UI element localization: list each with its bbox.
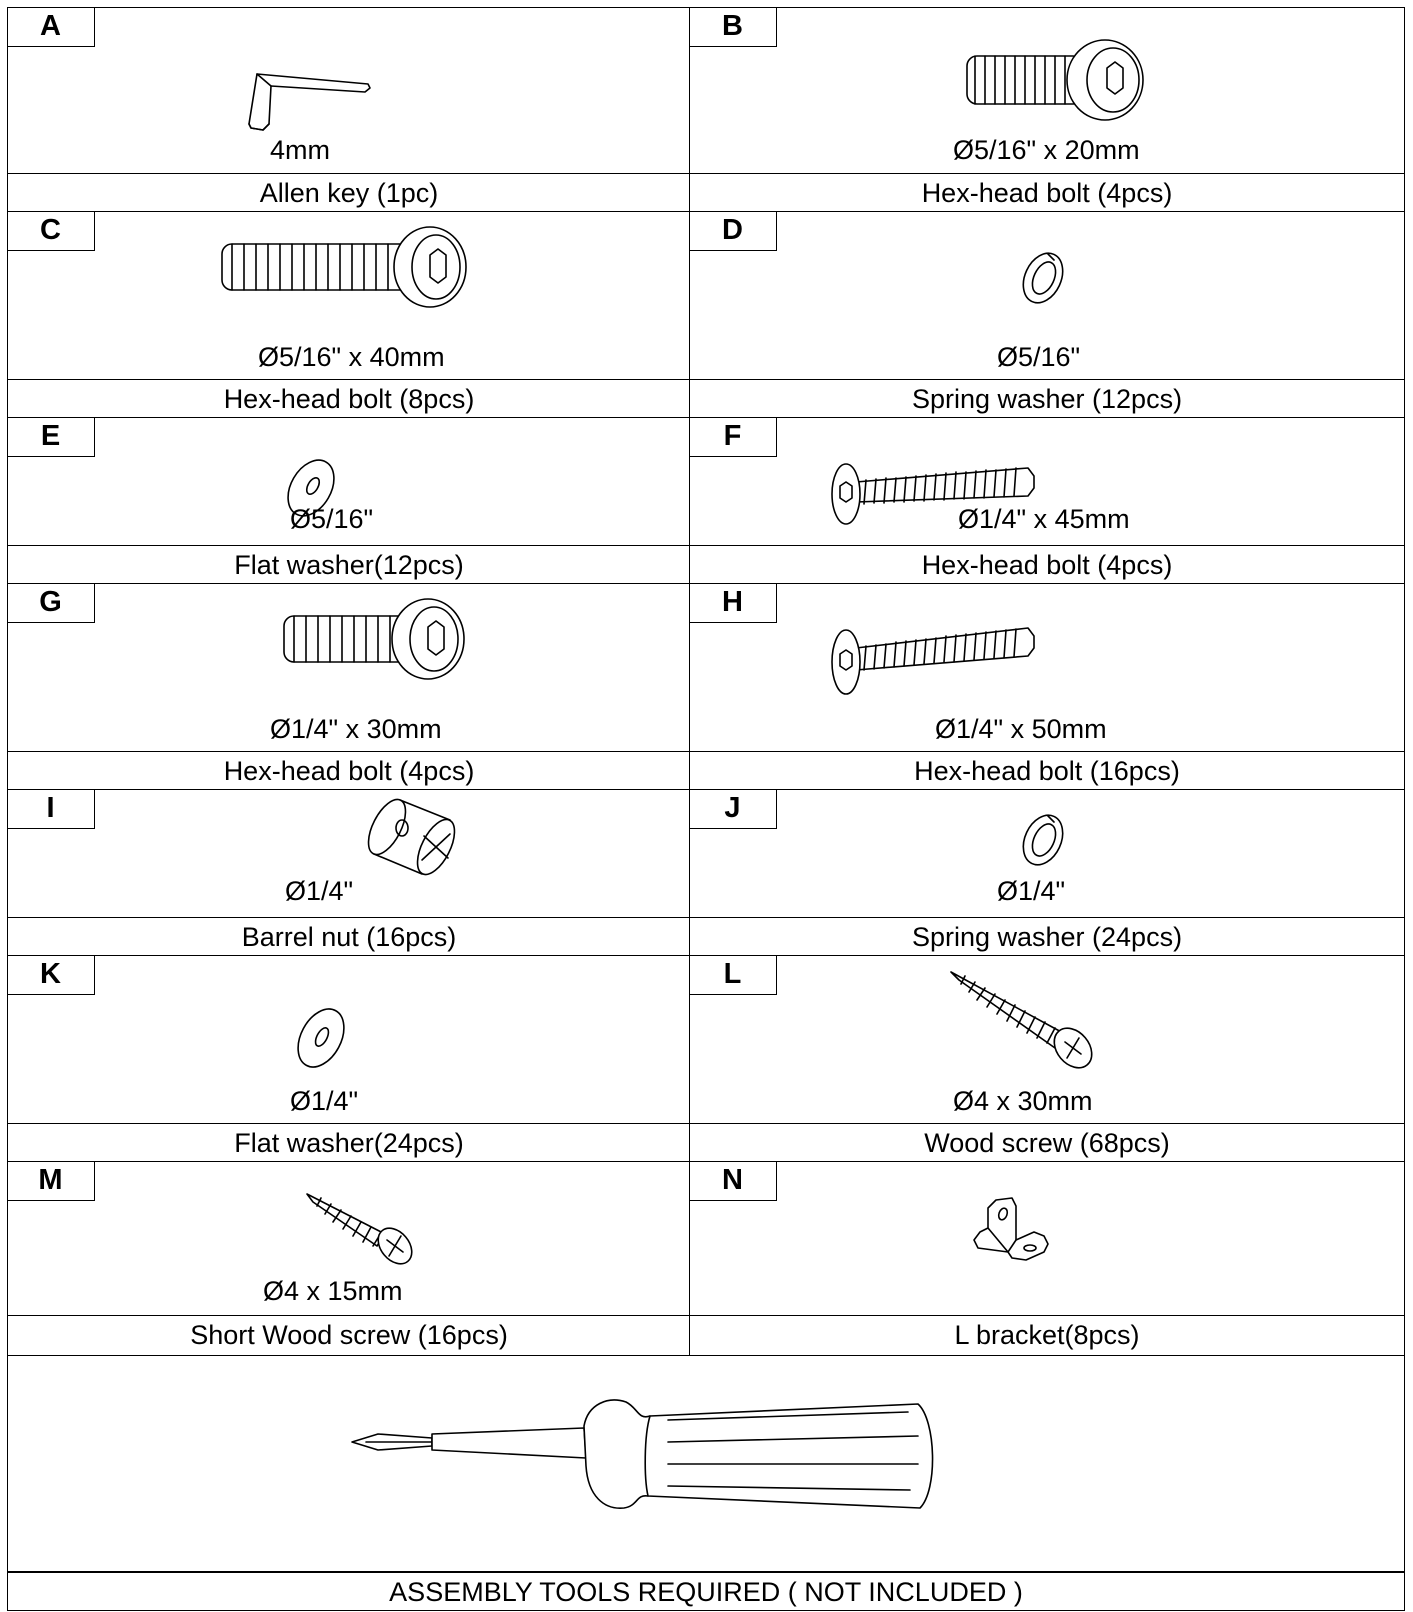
- part-cell-m: [7, 1161, 691, 1317]
- part-cell-g: [7, 583, 691, 753]
- part-name-b: Hex-head bolt (4pcs): [689, 173, 1405, 213]
- part-name-k: Flat washer(24pcs): [7, 1123, 691, 1163]
- hex-bolt-icon: [218, 222, 478, 312]
- part-letter: J: [689, 789, 777, 829]
- part-cell-h: [689, 583, 1405, 753]
- part-size: Ø1/4" x 50mm: [935, 714, 1107, 744]
- part-name-j: Spring washer (24pcs): [689, 917, 1405, 957]
- part-size: Ø1/4": [285, 876, 354, 906]
- part-letter: A: [7, 7, 95, 47]
- part-size: Ø1/4": [997, 876, 1066, 906]
- part-size: Ø4 x 15mm: [263, 1276, 403, 1306]
- part-letter: L: [689, 955, 777, 995]
- part-size: Ø1/4" x 45mm: [958, 504, 1130, 534]
- part-cell-a: [7, 7, 691, 175]
- part-size: Ø5/16": [290, 504, 374, 534]
- part-name-c: Hex-head bolt (8pcs): [7, 379, 691, 419]
- tools-cell: [7, 1355, 1405, 1573]
- part-name-d: Spring washer (12pcs): [689, 379, 1405, 419]
- part-size: Ø5/16": [997, 342, 1081, 372]
- part-cell-n: [689, 1161, 1405, 1317]
- part-name-m: Short Wood screw (16pcs): [7, 1315, 691, 1357]
- wood-screw-icon: [301, 1188, 421, 1268]
- part-letter: M: [7, 1161, 95, 1201]
- part-cell-j: [689, 789, 1405, 919]
- spring-washer-icon: [1018, 248, 1068, 308]
- part-cell-c: [7, 211, 691, 381]
- part-size: Ø5/16" x 40mm: [258, 342, 445, 372]
- hex-bolt-icon: [830, 614, 1040, 700]
- tools-label: ASSEMBLY TOOLS REQUIRED ( NOT INCLUDED ): [7, 1571, 1405, 1611]
- barrel-nut-icon: [370, 794, 470, 878]
- hex-bolt-icon: [965, 36, 1145, 126]
- hardware-sheet: [7, 7, 1405, 1607]
- part-name-g: Hex-head bolt (4pcs): [7, 751, 691, 791]
- part-name-i: Barrel nut (16pcs): [7, 917, 691, 957]
- part-size: 4mm: [270, 135, 330, 165]
- part-letter: H: [689, 583, 777, 623]
- part-name-a: Allen key (1pc): [7, 173, 691, 213]
- part-cell-e: [7, 417, 691, 547]
- part-letter: G: [7, 583, 95, 623]
- part-letter: C: [7, 211, 95, 251]
- hex-bolt-icon: [280, 594, 470, 684]
- flat-washer-icon: [292, 1004, 350, 1072]
- l-bracket-icon: [972, 1196, 1052, 1268]
- part-size: Ø1/4": [290, 1086, 359, 1116]
- part-letter: N: [689, 1161, 777, 1201]
- part-name-f: Hex-head bolt (4pcs): [689, 545, 1405, 585]
- part-size: Ø5/16" x 20mm: [953, 135, 1140, 165]
- part-cell-b: [689, 7, 1405, 175]
- allen-key-icon: [243, 68, 383, 143]
- screwdriver-icon: [348, 1386, 948, 1516]
- part-name-l: Wood screw (68pcs): [689, 1123, 1405, 1163]
- part-name-h: Hex-head bolt (16pcs): [689, 751, 1405, 791]
- part-letter: D: [689, 211, 777, 251]
- part-letter: B: [689, 7, 777, 47]
- part-cell-l: [689, 955, 1405, 1125]
- part-cell-i: [7, 789, 691, 919]
- part-cell-f: [689, 417, 1405, 547]
- part-letter: F: [689, 417, 777, 457]
- part-letter: E: [7, 417, 95, 457]
- part-letter: I: [7, 789, 95, 829]
- part-cell-k: [7, 955, 691, 1125]
- part-cell-d: [689, 211, 1405, 381]
- part-name-n: L bracket(8pcs): [689, 1315, 1405, 1357]
- wood-screw-icon: [945, 966, 1115, 1076]
- part-size: Ø1/4" x 30mm: [270, 714, 442, 744]
- part-size: Ø4 x 30mm: [953, 1086, 1093, 1116]
- spring-washer-icon: [1018, 810, 1068, 870]
- part-letter: K: [7, 955, 95, 995]
- part-name-e: Flat washer(12pcs): [7, 545, 691, 585]
